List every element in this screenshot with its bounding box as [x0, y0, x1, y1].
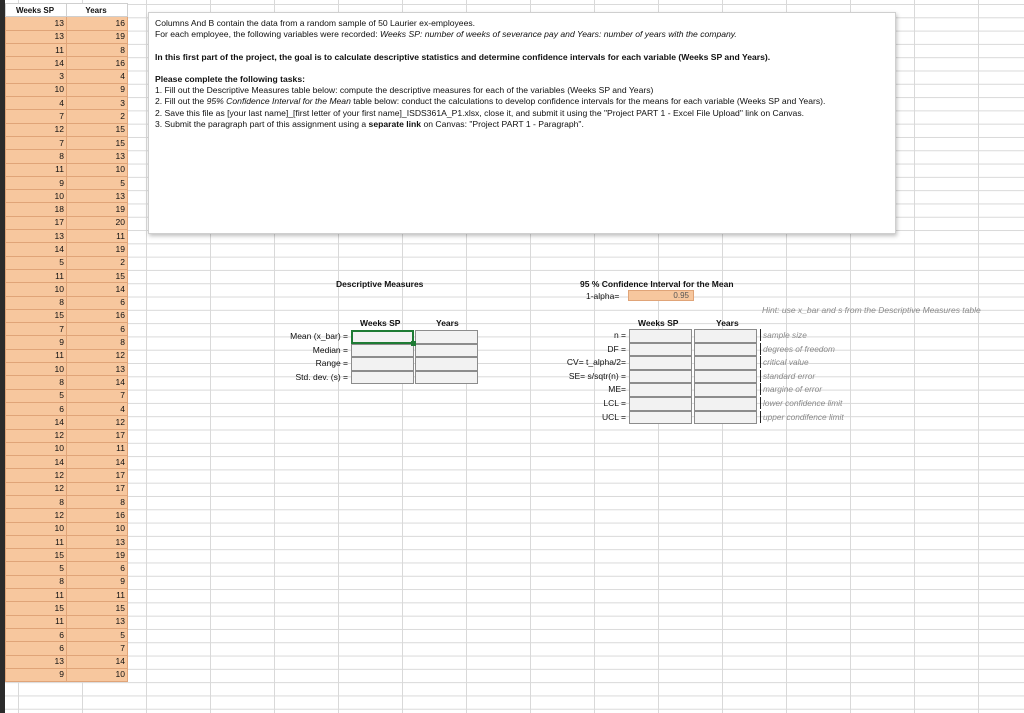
cell-weeks-sp[interactable]: 10 [6, 283, 67, 296]
table-row [6, 203, 128, 216]
cell-weeks-sp[interactable]: 10 [6, 83, 67, 96]
intro-line-2: For each employee, the following variables were recorded: Weeks SP: number of weeks of severance pay and Years: number of years with the company. [155, 29, 737, 40]
ci-weeks-sp-input[interactable] [629, 329, 692, 343]
cell-weeks-sp[interactable]: 12 [6, 123, 67, 136]
cell-weeks-sp[interactable]: 9 [6, 336, 67, 349]
ci-title: 95 % Confidence Interval for the Mean [580, 279, 734, 289]
cell-years[interactable]: 19 [67, 30, 128, 43]
cell-years[interactable]: 19 [67, 243, 128, 256]
ci-col-weeks-sp: Weeks SP [638, 318, 679, 328]
cell-weeks-sp[interactable]: 6 [6, 402, 67, 415]
cell-years[interactable]: 16 [67, 57, 128, 70]
cell-years[interactable]: 13 [67, 363, 128, 376]
column-header-row [6, 4, 128, 17]
ci-label: CV= t_alpha/2= [566, 357, 626, 368]
ci-weeks-sp-input[interactable] [629, 356, 692, 370]
ci-label: ME= [608, 384, 626, 395]
table-row [6, 589, 128, 602]
data-table[interactable] [5, 3, 128, 682]
descriptive-weeks-sp-input[interactable] [351, 330, 414, 344]
cell-weeks-sp[interactable]: 11 [6, 349, 67, 362]
cell-years[interactable]: 12 [67, 349, 128, 362]
descriptive-years-input[interactable] [415, 371, 478, 385]
cell-weeks-sp[interactable]: 13 [6, 30, 67, 43]
task-1: 1. Fill out the Descriptive Measures table below: compute the descriptive measures for each of the variables (Weeks SP and Years) [155, 85, 654, 96]
table-row [6, 655, 128, 668]
ci-years-input[interactable] [694, 383, 757, 397]
ci-label: DF = [607, 343, 626, 354]
table-row [6, 136, 128, 149]
cell-years[interactable]: 8 [67, 495, 128, 508]
table-row [6, 57, 128, 70]
cell-years[interactable]: 7 [67, 642, 128, 655]
cell-weeks-sp[interactable]: 12 [6, 469, 67, 482]
cell-years[interactable]: 10 [67, 163, 128, 176]
task-4: 3. Submit the paragraph part of this assignment using a separate link on Canvas: "Project PART 1 - Paragraph". [155, 119, 584, 130]
cell-weeks-sp[interactable]: 10 [6, 442, 67, 455]
table-row [6, 110, 128, 123]
table-row [6, 363, 128, 376]
alpha-label: 1-alpha= [586, 291, 620, 301]
table-row [6, 482, 128, 495]
cell-weeks-sp[interactable]: 12 [6, 482, 67, 495]
table-row [6, 575, 128, 588]
fill-handle[interactable] [411, 341, 416, 346]
ci-hint: Hint: use x_bar and s from the Descriptive Measures table [762, 305, 981, 315]
descriptive-col-years: Years [436, 318, 459, 328]
descriptive-years-input[interactable] [415, 330, 478, 344]
cell-weeks-sp[interactable]: 13 [6, 17, 67, 30]
ci-weeks-sp-input[interactable] [629, 411, 692, 425]
ci-years-input[interactable] [694, 343, 757, 357]
cell-years[interactable]: 6 [67, 323, 128, 336]
cell-weeks-sp[interactable]: 12 [6, 429, 67, 442]
table-row [6, 150, 128, 163]
ci-weeks-sp-input[interactable] [629, 343, 692, 357]
table-row [6, 97, 128, 110]
descriptive-label: Range = [315, 358, 348, 369]
table-row [6, 456, 128, 469]
cell-weeks-sp[interactable]: 11 [6, 269, 67, 282]
cell-years[interactable]: 13 [67, 150, 128, 163]
table-row [6, 615, 128, 628]
header-years[interactable]: Years [67, 4, 128, 17]
descriptive-years-input[interactable] [415, 344, 478, 358]
descriptive-weeks-sp-input[interactable] [351, 371, 414, 385]
table-row [6, 642, 128, 655]
cell-years[interactable]: 15 [67, 123, 128, 136]
cell-years[interactable]: 10 [67, 668, 128, 681]
cell-years[interactable]: 4 [67, 402, 128, 415]
ci-label: LCL = [603, 398, 626, 408]
cell-years[interactable]: 6 [67, 296, 128, 309]
table-row [6, 602, 128, 615]
cell-years[interactable]: 14 [67, 376, 128, 389]
cell-weeks-sp[interactable]: 11 [6, 535, 67, 548]
cell-weeks-sp[interactable]: 11 [6, 163, 67, 176]
cell-weeks-sp[interactable]: 11 [6, 589, 67, 602]
table-row [6, 190, 128, 203]
table-row [6, 509, 128, 522]
ci-weeks-sp-input[interactable] [629, 370, 692, 384]
cell-weeks-sp[interactable]: 7 [6, 136, 67, 149]
ci-description: standard error [760, 370, 873, 382]
table-row [6, 389, 128, 402]
cell-weeks-sp[interactable]: 6 [6, 628, 67, 641]
ci-weeks-sp-input[interactable] [629, 383, 692, 397]
descriptive-weeks-sp-input[interactable] [351, 344, 414, 358]
table-row [6, 349, 128, 362]
cell-years[interactable]: 16 [67, 509, 128, 522]
goal-text: In this first part of the project, the goal is to calculate descriptive statistics and determine confidence intervals for each variable (Weeks SP and Years). [155, 51, 771, 62]
table-row [6, 402, 128, 415]
task-2: 2. Fill out the 95% Confidence Interval for the Mean table below: conduct the calculations to develop confidence intervals for the means for each variable (Weeks SP and Years). [155, 96, 826, 107]
cell-years[interactable]: 11 [67, 442, 128, 455]
cell-weeks-sp[interactable]: 8 [6, 575, 67, 588]
instructions-textbox[interactable] [148, 12, 896, 234]
table-row [6, 83, 128, 96]
table-row [6, 628, 128, 641]
table-row [6, 522, 128, 535]
cell-weeks-sp[interactable]: 10 [6, 190, 67, 203]
table-row [6, 562, 128, 575]
cell-years[interactable]: 2 [67, 110, 128, 123]
cell-weeks-sp[interactable]: 12 [6, 509, 67, 522]
cell-weeks-sp[interactable]: 9 [6, 176, 67, 189]
cell-years[interactable]: 11 [67, 230, 128, 243]
table-row [6, 376, 128, 389]
table-row [6, 296, 128, 309]
cell-years[interactable]: 9 [67, 575, 128, 588]
table-row [6, 17, 128, 30]
ci-description: upper condifence limit [760, 411, 873, 423]
descriptive-label: Std. dev. (s) = [295, 371, 348, 382]
cell-weeks-sp[interactable]: 7 [6, 323, 67, 336]
table-row [6, 269, 128, 282]
ci-description: margine of error [760, 383, 873, 395]
table-row [6, 549, 128, 562]
table-row [6, 336, 128, 349]
cell-weeks-sp[interactable]: 3 [6, 70, 67, 83]
ci-label: SE= s/sqtr(n) = [568, 370, 626, 381]
cell-years[interactable]: 6 [67, 562, 128, 575]
cell-years[interactable]: 14 [67, 456, 128, 469]
cell-years[interactable]: 4 [67, 70, 128, 83]
table-row [6, 230, 128, 243]
descriptive-label: Median = [312, 344, 348, 355]
ci-col-years: Years [716, 318, 739, 328]
cell-years[interactable]: 13 [67, 190, 128, 203]
ci-years-input[interactable] [694, 356, 757, 370]
ci-years-input[interactable] [694, 370, 757, 384]
ci-description: degrees of freedom [760, 343, 873, 355]
cell-years[interactable]: 5 [67, 628, 128, 641]
cell-years[interactable]: 17 [67, 429, 128, 442]
table-row [6, 30, 128, 43]
ci-description: critical value [760, 356, 873, 368]
task-3: 2. Save this file as [your last name]_[first letter of your first name]_ISDS361A_P1.xlsx, close it, and submit it using the "Project PART 1 - Excel File Upload" link on Canvas. [155, 107, 805, 118]
cell-years[interactable]: 10 [67, 522, 128, 535]
table-row [6, 163, 128, 176]
table-row [6, 176, 128, 189]
table-row [6, 429, 128, 442]
cell-years[interactable]: 20 [67, 216, 128, 229]
cell-years[interactable]: 19 [67, 203, 128, 216]
table-row [6, 243, 128, 256]
cell-years[interactable]: 17 [67, 469, 128, 482]
cell-weeks-sp[interactable]: 14 [6, 416, 67, 429]
cell-weeks-sp[interactable]: 8 [6, 495, 67, 508]
table-row [6, 416, 128, 429]
cell-weeks-sp[interactable]: 10 [6, 522, 67, 535]
descriptive-weeks-sp-input[interactable] [351, 357, 414, 371]
cell-weeks-sp[interactable]: 8 [6, 296, 67, 309]
cell-weeks-sp[interactable]: 7 [6, 110, 67, 123]
cell-weeks-sp[interactable]: 5 [6, 389, 67, 402]
tasks-heading: Please complete the following tasks: [155, 73, 305, 84]
table-row [6, 442, 128, 455]
ci-description: sample size [760, 329, 873, 341]
cell-weeks-sp[interactable]: 17 [6, 216, 67, 229]
cell-weeks-sp[interactable]: 18 [6, 203, 67, 216]
cell-years[interactable]: 11 [67, 589, 128, 602]
descriptive-title: Descriptive Measures [336, 279, 424, 289]
cell-years[interactable]: 5 [67, 176, 128, 189]
cell-weeks-sp[interactable]: 13 [6, 655, 67, 668]
cell-years[interactable]: 16 [67, 17, 128, 30]
cell-weeks-sp[interactable]: 11 [6, 43, 67, 56]
header-weeks-sp[interactable]: Weeks SP [6, 4, 67, 17]
intro-line-1: Columns And B contain the data from a random sample of 50 Laurier ex-employees. [155, 18, 476, 28]
cell-years[interactable]: 14 [67, 283, 128, 296]
table-row [6, 309, 128, 322]
cell-weeks-sp[interactable]: 13 [6, 230, 67, 243]
cell-years[interactable]: 16 [67, 309, 128, 322]
cell-years[interactable]: 7 [67, 389, 128, 402]
cell-years[interactable]: 8 [67, 336, 128, 349]
cell-years[interactable]: 9 [67, 83, 128, 96]
descriptive-years-input[interactable] [415, 357, 478, 371]
cell-weeks-sp[interactable]: 11 [6, 615, 67, 628]
cell-years[interactable]: 2 [67, 256, 128, 269]
cell-years[interactable]: 15 [67, 136, 128, 149]
table-row [6, 323, 128, 336]
cell-weeks-sp[interactable]: 15 [6, 602, 67, 615]
ci-label: n = [613, 330, 626, 340]
descriptive-col-weeks-sp: Weeks SP [360, 318, 401, 328]
ci-years-input[interactable] [694, 411, 757, 425]
cell-years[interactable]: 15 [67, 269, 128, 282]
cell-years[interactable]: 13 [67, 615, 128, 628]
alpha-value-cell[interactable]: 0.95 [628, 290, 694, 301]
cell-weeks-sp[interactable]: 9 [6, 668, 67, 681]
cell-weeks-sp[interactable]: 5 [6, 562, 67, 575]
cell-weeks-sp[interactable]: 8 [6, 150, 67, 163]
cell-years[interactable]: 14 [67, 655, 128, 668]
cell-years[interactable]: 19 [67, 549, 128, 562]
cell-weeks-sp[interactable]: 15 [6, 309, 67, 322]
table-row [6, 43, 128, 56]
cell-weeks-sp[interactable]: 14 [6, 243, 67, 256]
cell-weeks-sp[interactable]: 5 [6, 256, 67, 269]
ci-years-input[interactable] [694, 397, 757, 411]
cell-weeks-sp[interactable]: 14 [6, 456, 67, 469]
table-row [6, 535, 128, 548]
cell-years[interactable]: 8 [67, 43, 128, 56]
cell-weeks-sp[interactable]: 15 [6, 549, 67, 562]
ci-weeks-sp-input[interactable] [629, 397, 692, 411]
cell-weeks-sp[interactable]: 4 [6, 97, 67, 110]
cell-years[interactable]: 17 [67, 482, 128, 495]
cell-years[interactable]: 3 [67, 97, 128, 110]
cell-weeks-sp[interactable]: 6 [6, 642, 67, 655]
cell-weeks-sp[interactable]: 10 [6, 363, 67, 376]
ci-description: lower confidence limit [760, 397, 873, 409]
cell-years[interactable]: 12 [67, 416, 128, 429]
cell-weeks-sp[interactable]: 14 [6, 57, 67, 70]
table-row [6, 469, 128, 482]
table-row [6, 668, 128, 681]
table-row [6, 495, 128, 508]
cell-years[interactable]: 13 [67, 535, 128, 548]
table-row [6, 256, 128, 269]
ci-years-input[interactable] [694, 329, 757, 343]
table-row [6, 283, 128, 296]
cell-weeks-sp[interactable]: 8 [6, 376, 67, 389]
table-row [6, 216, 128, 229]
ci-label: UCL = [601, 411, 626, 422]
table-row [6, 70, 128, 83]
cell-years[interactable]: 15 [67, 602, 128, 615]
descriptive-label: Mean (x_bar) = [290, 331, 348, 341]
table-row [6, 123, 128, 136]
